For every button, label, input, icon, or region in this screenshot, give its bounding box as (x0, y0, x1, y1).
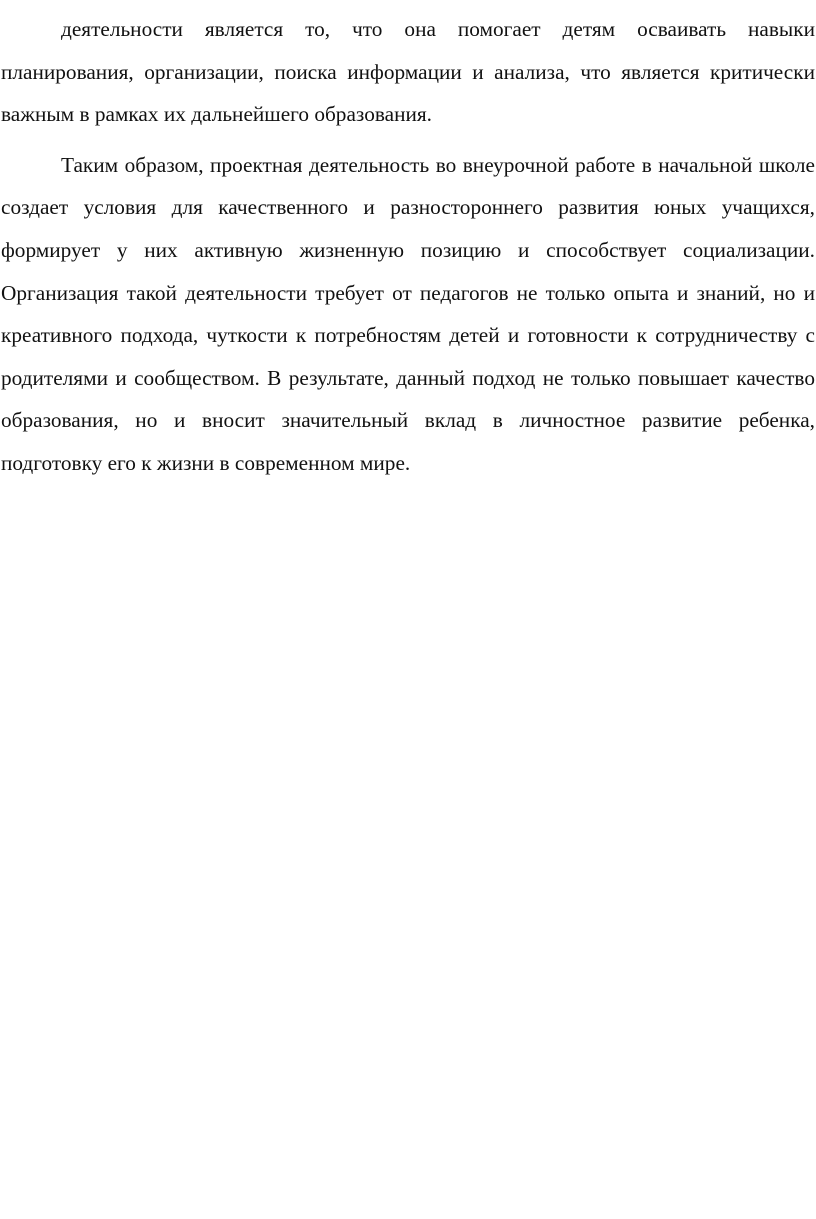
paragraph-conclusion: Таким образом, проектная деятельность во внеурочной работе в начальной школе создает условия для качественного и разностороннего развития юных учащихся, формирует у них активную жизненную позицию и способствует социализации. Организация такой деятельности требует от педагогов не только опыта и знаний, но и креативного подхода, чуткости к потребностям детей и готовности к сотрудничеству с родителями и сообществом. В результате, данный подход не только повышает качество образования, но и вносит значительный вклад в личностное развитие ребенка, подготовку его к жизни в современном мире. (1, 152, 815, 475)
paragraph-continued: деятельности является то, что она помогает детям осваивать навыки планирования, организации, поиска информации и анализа, что является критически важным в рамках их дальнейшего образования. (1, 17, 815, 127)
